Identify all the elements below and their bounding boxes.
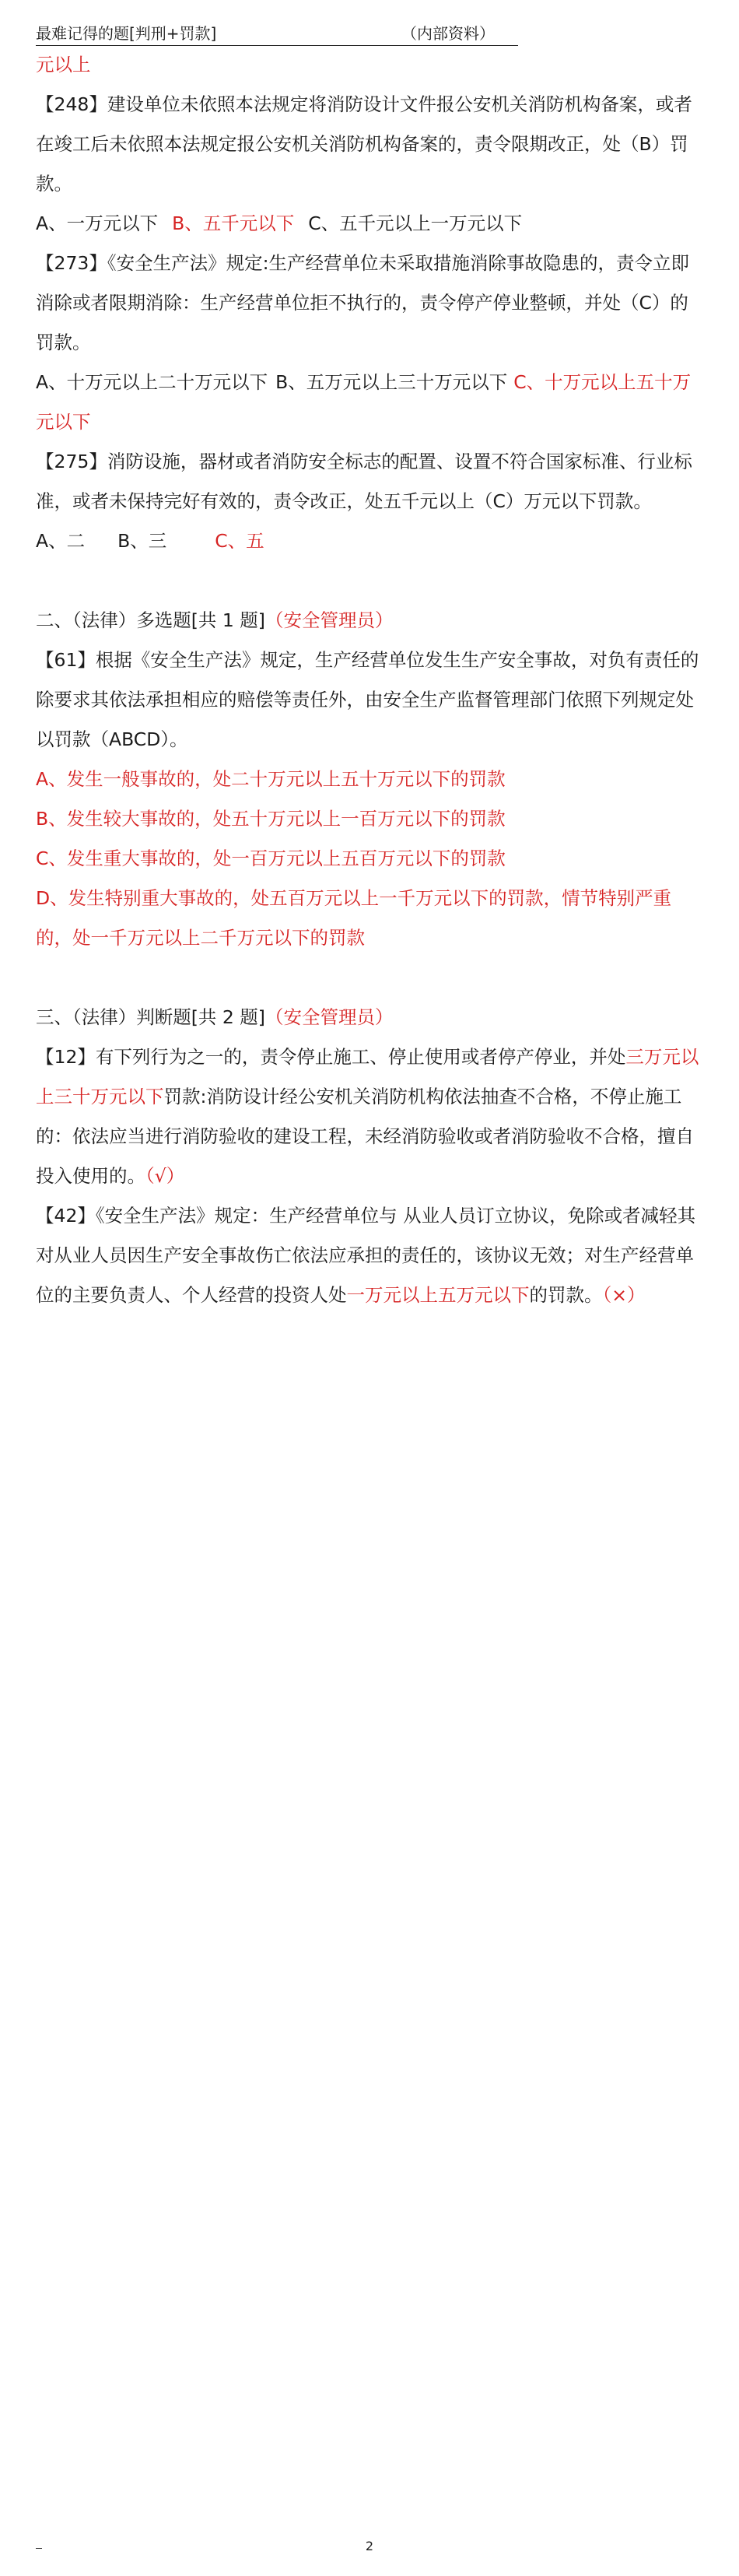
question-248-options (36, 204, 705, 244)
footer-mark (36, 2548, 42, 2549)
question-text: 《安全生产法》规定：生产经营单位与 从业人员订立协议，免除或者减轻其对从业人员因生产安全事故伤亡依法应承担的责任的，该协议无效；对生产经营单位的主要负责人、个人经营的投资人处 (36, 1205, 696, 1306)
question-number: 【275】 (36, 451, 107, 472)
section-role: （安全管理员） (264, 1006, 394, 1028)
option-d-correct: D、发生特别重大事故的，处五百万元以上一千万元以下的罚款，情节特别严重的，处一千万元以上二千万元以下的罚款 (36, 887, 672, 949)
highlighted-fine: 三万元以上三十万元以下 (36, 1046, 699, 1107)
option-c: C、五千元以上一万元以下 (308, 212, 523, 234)
question-12 (36, 1037, 705, 1196)
question-text: 《安全生产法》规定:生产经营单位未采取措施消除事故隐患的，责令立即消除或者限期消除：生产经营单位拒不执行的，责令停产停业整顿，并处（C）的罚款。 (36, 252, 690, 353)
page-number: 2 (365, 2539, 374, 2553)
section-3-heading (36, 998, 705, 1037)
highlighted-fine: 一万元以上五万元以下 (346, 1284, 530, 1306)
question-number: 【12】 (36, 1046, 96, 1068)
question-42 (36, 1196, 705, 1315)
question-number: 【248】 (36, 93, 107, 115)
header-title: 最难记得的题[判刑+罚款] (36, 24, 217, 43)
answer-mark: （√） (145, 1165, 185, 1187)
option-b: B、五万元以上三十万元以下 (275, 371, 508, 393)
header-internal-label: （内部资料） (401, 24, 495, 43)
question-275-options (36, 521, 705, 561)
option-b-correct: B、发生较大事故的，处五十万元以上一百万元以下的罚款 (36, 808, 506, 830)
question-248 (36, 85, 705, 204)
question-273-options (36, 363, 705, 442)
option-c-correct: C、发生重大事故的，处一百万元以上五百万元以下的罚款 (36, 848, 506, 869)
option-c-correct: C、五 (215, 530, 264, 552)
section-2-heading (36, 601, 705, 640)
question-text: 有下列行为之一的，责令停止施工、停止使用或者停产停业，并处 (95, 1046, 626, 1068)
spacer (36, 958, 705, 998)
question-text: 根据《安全生产法》规定，生产经营单位发生生产安全事故，对负有责任的除要求其依法承担相应的赔偿等责任外，由安全生产监督管理部门依照下列规定处以罚款（ABCD）。 (36, 649, 699, 750)
question-275 (36, 442, 705, 521)
page-header (36, 22, 518, 46)
option-b-correct: B、五千元以下 (172, 212, 295, 234)
question-number: 【273】 (36, 252, 107, 274)
document-body (36, 45, 705, 1315)
option-a: A、二 (36, 530, 86, 552)
question-text: 建设单位未依照本法规定将消防设计文件报公安机关消防机构备案，或者在竣工后未依照本法规定报公安机关消防机构备案的，责令限期改正，处（B）罚款。 (36, 93, 692, 195)
option-a: A、十万元以上二十万元以下 (36, 371, 268, 393)
question-text: 消防设施，器材或者消防安全标志的配置、设置不符合国家标准、行业标准，或者未保持完好有效的，责令改正，处五千元以上（C）万元以下罚款。 (36, 451, 692, 512)
question-61 (36, 640, 705, 760)
top-fragment: 元以上 (36, 54, 91, 75)
option-a: A、一万元以下 (36, 212, 159, 234)
question-number: 【42】 (36, 1205, 96, 1227)
answer-mark: （×） (602, 1284, 646, 1306)
question-number: 【61】 (36, 649, 96, 671)
question-273 (36, 244, 705, 363)
option-a-correct: A、发生一般事故的，处二十万元以上五十万元以下的罚款 (36, 768, 506, 790)
question-text-continued: 的罚款。 (529, 1284, 603, 1306)
question-text-continued: 罚款:消防设计经公安机关消防机构依法抽查不合格，不停止施工的：依法应当进行消防验收的建设工程，未经消防验收或者消防验收不合格，擅自投入使用的。 (36, 1086, 694, 1187)
option-c-correct: C、十万元以上五十万元以下 (36, 371, 692, 433)
option-b: B、三 (117, 530, 167, 552)
section-role: （安全管理员） (264, 609, 394, 631)
section-title: 三、（法律）判断题[共 2 题] (36, 1006, 265, 1028)
spacer (36, 561, 705, 601)
section-title: 二、（法律）多选题[共 1 题] (36, 609, 265, 631)
